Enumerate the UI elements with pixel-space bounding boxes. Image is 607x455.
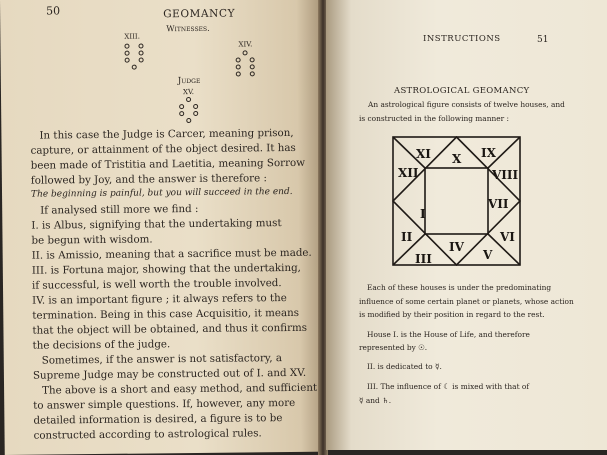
house-label: XI: [416, 147, 431, 161]
body-line: detailed information is desired, a figure is to be: [33, 412, 283, 427]
body-line: influence of some certain planet or planets, whose action: [359, 297, 574, 306]
body-line: III. is Fortuna major, showing that the undertaking,: [31, 261, 301, 277]
house-label: XII: [398, 166, 419, 180]
house-label: VI: [500, 230, 515, 244]
body-line: II. is dedicated to ☿.: [367, 362, 442, 371]
body-line: termination. Being in this case Acquisitio, it means: [32, 306, 300, 322]
witness-left-number: XIII.: [124, 32, 140, 41]
body-line: Sometimes, if the answer is not satisfactory, a: [41, 352, 283, 367]
body-line: if successful, is well worth the trouble involved.: [31, 277, 282, 292]
house-label: V: [483, 248, 493, 262]
intro-line: is constructed in the following manner :: [359, 114, 509, 123]
body-line: be begun with wisdom.: [31, 233, 153, 247]
body-line: been made of Tristitia and Laetitia, meaning Sorrow: [30, 156, 306, 172]
body-line: II. is Amissio, meaning that a sacrifice must be made.: [31, 246, 312, 262]
running-head-left: GEOMANCY: [163, 7, 236, 21]
body-line: constructed according to astrological rules.: [33, 427, 262, 442]
house-label: I: [420, 207, 426, 221]
page-number-left: 50: [46, 4, 61, 18]
chapter-title: ASTROLOGICAL GEOMANCY: [394, 86, 530, 96]
body-line: Supreme Judge may be constructed out of I. and XV.: [32, 366, 307, 382]
house-label: X: [452, 152, 462, 166]
body-line: capture, or attainment of the object desired. It has: [30, 141, 296, 157]
witness-right-number: XIV.: [238, 40, 253, 49]
house-label: VII: [488, 197, 509, 211]
judge-number: XV.: [182, 87, 195, 97]
right-page: [326, 0, 607, 450]
body-line: the decisions of the judge.: [32, 338, 171, 352]
running-head-right: INSTRUCTIONS: [423, 34, 501, 44]
house-label: III: [415, 252, 432, 266]
body-line: House I. is the House of Life, and therefore: [367, 330, 530, 339]
body-line: If analysed still more we find :: [40, 202, 199, 217]
body-line: The above is a short and easy method, and sufficient: [42, 381, 318, 397]
body-line: IV. is an important figure ; it always refers to the: [32, 292, 287, 307]
body-line: The beginning is painful, but you will succeed in the end.: [30, 186, 293, 200]
house-label: VIII: [492, 168, 519, 182]
body-line: III. The influence of ☾ is mixed with that of: [367, 382, 530, 391]
page-number-right: 51: [537, 35, 549, 45]
body-line: I. is Albus, signifying that the undertaking must: [31, 217, 282, 232]
intro-line: An astrological figure consists of twelve houses, and: [368, 100, 565, 109]
body-line: represented by ☉.: [359, 343, 428, 352]
body-line: followed by Joy, and the answer is therefore :: [30, 172, 267, 187]
body-line: Each of these houses is under the predominating: [367, 283, 552, 292]
body-line: ☿ and ♄.: [359, 396, 392, 405]
judge-label: Judge: [177, 75, 201, 87]
house-label: IX: [481, 146, 496, 160]
body-line: In this case the Judge is Carcer, meaning prison,: [39, 126, 294, 142]
section-title: Witnesses.: [166, 23, 210, 34]
body-line: is modified by their position in regard to the rest.: [359, 310, 545, 319]
body-line: to answer simple questions. If, however, any more: [33, 396, 296, 412]
body-line: that the object will be obtained, and thus it confirms: [32, 321, 308, 337]
house-label: II: [401, 230, 413, 244]
house-label: IV: [449, 240, 464, 254]
